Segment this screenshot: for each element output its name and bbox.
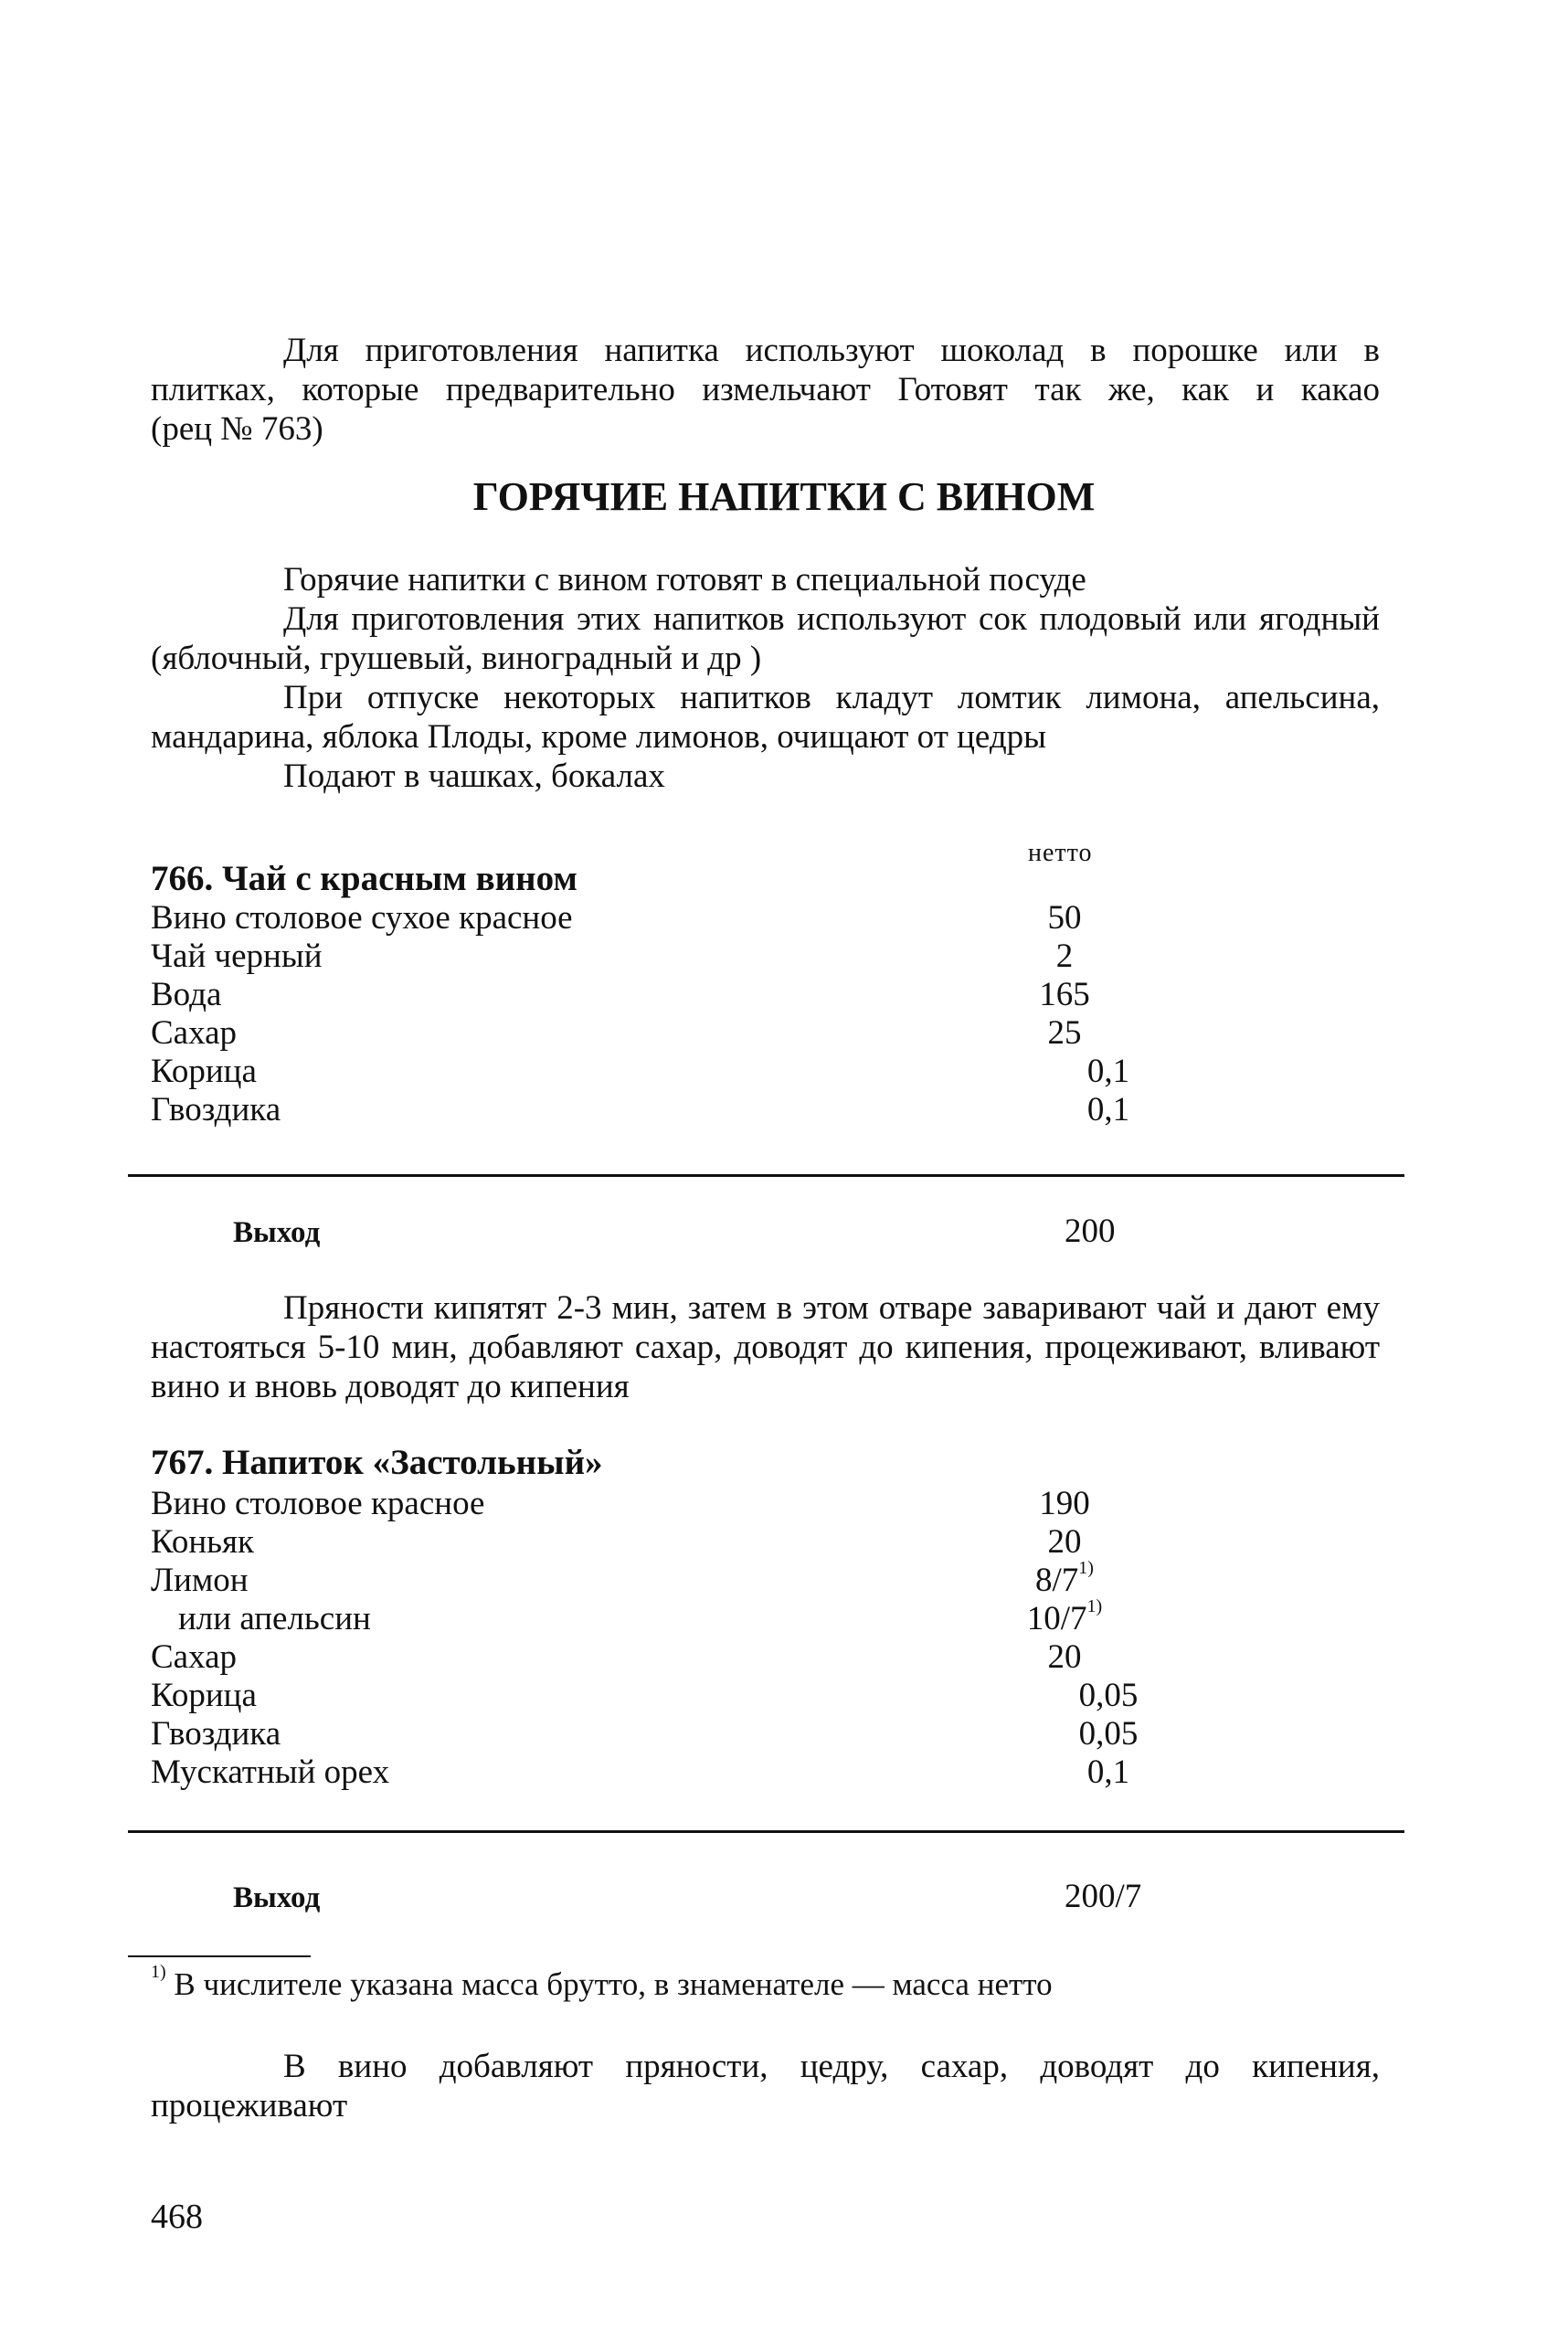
ingredient-row (151, 975, 1247, 1014)
recipe-767-output-value: 200/7 (1065, 1878, 1142, 1915)
section-paragraph-4: Подают в чашках, бокалах (283, 758, 665, 795)
recipe-767-output-label: Выход (233, 1881, 321, 1914)
ingredient-name: Сахар (151, 1638, 238, 1676)
ingredient-row (151, 1637, 1247, 1677)
ingredient-amount: 25 (1047, 1014, 1082, 1052)
ingredient-amount: 0,05 (1078, 1715, 1139, 1753)
ingredient-row (151, 1596, 1247, 1638)
intro-line-2: плитках, которые предварительно измельчают Готовят так же, как и какао (151, 371, 1380, 408)
ingredient-amount: 20 (1047, 1523, 1082, 1561)
section-title: ГОРЯЧИЕ НАПИТКИ С ВИНОМ (472, 474, 1096, 519)
ingredient-row (151, 1013, 1247, 1053)
divider-rule (128, 1174, 1404, 1177)
divider-rule (128, 1830, 1404, 1833)
ingredient-amount (1010, 1596, 1119, 1638)
ingredient-row (151, 937, 1247, 976)
netto-column-label: нетто (1028, 839, 1093, 867)
ingredient-row (151, 1052, 1247, 1091)
footnote-mark: 1) (1086, 1596, 1103, 1616)
ingredient-row (151, 1090, 1247, 1129)
ingredient-amount: 50 (1047, 899, 1082, 937)
ingredient-amount: 0,1 (1086, 1753, 1130, 1791)
ingredient-amount: 0,1 (1086, 1091, 1130, 1128)
section-paragraph-2: Для приготовления этих напитков используют сок плодовый или ягодный (яблочный, грушевый, виноградный и др ) (151, 600, 1380, 677)
recipe-766-title: 766. Чай с красным вином (151, 859, 577, 898)
ingredient-row (151, 1676, 1247, 1715)
ingredient-name: Мускатный орех (151, 1753, 390, 1791)
recipe-767-title: 767. Напиток «Застольный» (151, 1443, 603, 1482)
ingredient-name: Корица (151, 1053, 257, 1090)
recipe-766-output-value: 200 (1065, 1213, 1116, 1250)
footnote (151, 1962, 1053, 2004)
ingredient-amount: 0,05 (1078, 1677, 1139, 1714)
footnote-text: В числителе указана масса брутто, в знаменателе — масса нетто (165, 1966, 1053, 2002)
intro-line-1: Для приготовления напитка используют шоколад в порошке или в (283, 332, 1380, 369)
ingredient-name: или апельсин (178, 1600, 371, 1637)
ingredient-row (151, 1484, 1247, 1523)
page-number: 468 (151, 2198, 203, 2236)
recipe-767-method: В вино добавляют пряности, цедру, сахар, доводят до кипения, процеживают (151, 2048, 1380, 2124)
ingredient-row (151, 1522, 1247, 1562)
recipe-766-output-label: Выход (233, 1216, 321, 1249)
ingredient-name: Сахар (151, 1014, 238, 1052)
ingredient-amount: 20 (1047, 1638, 1082, 1676)
ingredient-name: Вино столовое красное (151, 1485, 485, 1522)
section-paragraph-1: Горячие напитки с вином готовят в специальной посуде (283, 561, 1086, 599)
recipe-766-method: Пряности кипятят 2-3 мин, затем в этом отваре заваривают чай и дают ему настояться 5-10 мин, добавляют сахар, доводят до кипения, процеживают, вливают вино и вновь доводят до кипения (151, 1289, 1380, 1405)
footnote-rule (128, 1955, 311, 1957)
ingredient-amount: 2 (1055, 938, 1074, 975)
ingredient-name: Гвоздика (151, 1715, 281, 1753)
ingredient-row (151, 1558, 1247, 1600)
footnote-mark: 1) (1078, 1558, 1094, 1578)
amount-text: 10/7 (1026, 1600, 1087, 1637)
amount-text: 8/7 (1035, 1562, 1079, 1599)
ingredient-amount: 0,1 (1086, 1053, 1130, 1090)
intro-line-3: (рец № 763) (151, 410, 323, 448)
ingredient-row (151, 1753, 1247, 1792)
ingredient-name: Коньяк (151, 1523, 255, 1561)
intro-paragraph (151, 331, 1380, 449)
ingredient-row (151, 1714, 1247, 1753)
ingredient-amount: 165 (1039, 976, 1090, 1013)
ingredient-name: Корица (151, 1677, 257, 1714)
ingredient-name: Гвоздика (151, 1091, 281, 1128)
ingredient-name: Лимон (151, 1562, 249, 1599)
section-paragraph-3: При отпуске некоторых напитков кладут ломтик лимона, апельсина, мандарина, яблока Плоды, кроме лимонов, очищают от цедры (151, 679, 1380, 756)
ingredient-amount (1010, 1558, 1119, 1600)
ingredient-name: Вода (151, 976, 222, 1013)
footnote-mark: 1) (151, 1962, 166, 1982)
ingredient-row (151, 898, 1247, 938)
ingredient-name: Чай черный (151, 938, 323, 975)
ingredient-amount: 190 (1039, 1485, 1090, 1522)
ingredient-name: Вино столовое сухое красное (151, 899, 573, 937)
